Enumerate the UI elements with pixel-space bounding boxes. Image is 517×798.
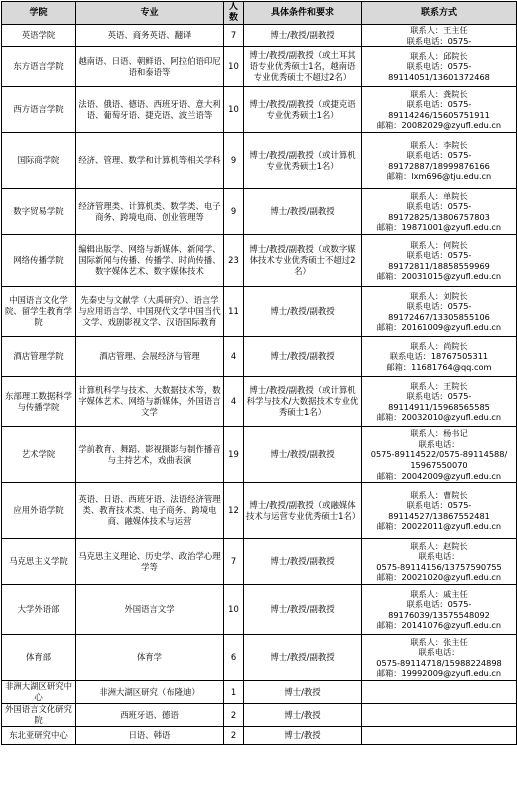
- contact-line: 联系电话：: [418, 647, 460, 658]
- contact-cell: [362, 635, 517, 681]
- table-row: [2, 287, 517, 337]
- table-row: [2, 483, 517, 539]
- header-contact: 联系方式: [362, 2, 517, 25]
- count-cell: 11: [224, 287, 244, 337]
- major-cell: 法语、俄语、德语、西班牙语、意大利语、葡萄牙语、捷克语、波兰语等: [76, 87, 224, 133]
- contact-cell: [362, 704, 517, 727]
- contact-line: 联系电话：: [418, 551, 460, 562]
- contact-line: 邮箱：20141076@zyufl.edu.cn: [376, 620, 502, 631]
- contact-line: 邮箱：20031015@zyufl.edu.cn: [376, 271, 502, 282]
- contact-cell: [362, 377, 517, 427]
- major-cell: 体育学: [76, 635, 224, 681]
- contact-line: 联系人：何院长: [410, 239, 468, 250]
- header-count: 人数: [224, 2, 244, 25]
- contact-line: 89172825/13806757803: [388, 211, 490, 222]
- contact-line: 联系人：杨书记: [410, 428, 468, 439]
- requirements-cell: 博士/教授/副教授: [244, 585, 362, 635]
- contact-line: 邮箱：lxm696@tju.edu.cn: [386, 171, 492, 182]
- contact-line: 联系人：曹院长: [410, 489, 468, 500]
- contact-line: 89114246/15605751911: [388, 109, 490, 120]
- count-cell: 12: [224, 483, 244, 539]
- count-cell: 23: [224, 235, 244, 287]
- contact-line: 邮箱：11681764@qq.com: [386, 361, 492, 372]
- college-cell: 外国语言文化研究院: [2, 704, 76, 727]
- count-cell: 1: [224, 681, 244, 704]
- major-cell: 越南语、日语、朝鲜语、阿拉伯语印尼语和泰语等: [76, 47, 224, 87]
- college-cell: 中国语言文化学院、留学生教育学院: [2, 287, 76, 337]
- contact-line: 89172811/18858559969: [388, 260, 490, 271]
- table-header-row: [2, 2, 517, 25]
- college-cell: 英语学院: [2, 25, 76, 47]
- requirements-cell: 博士/教授/副教授: [244, 287, 362, 337]
- requirements-cell: 博士/教授/副教授: [244, 189, 362, 235]
- major-cell: 编辑出版学、网络与新媒体、新闻学、国际新闻与传播、传播学、时尚传播、数字媒体艺术、数字媒体技术: [76, 235, 224, 287]
- college-cell: 非洲大湖区研究中心: [2, 681, 76, 704]
- contact-cell: [362, 483, 517, 539]
- table-row: [2, 585, 517, 635]
- table-row: [2, 235, 517, 287]
- contact-line: 联系电话：0575-: [406, 61, 472, 72]
- college-cell: 艺术学院: [2, 427, 76, 483]
- contact-line: 邮箱：19871001@zyufl.edu.cn: [376, 222, 502, 233]
- contact-line: 联系电话：0575-: [406, 35, 472, 46]
- contact-line: 联系电话：0575-: [406, 391, 472, 402]
- count-cell: 6: [224, 635, 244, 681]
- requirements-cell: 博士/教授/副教授（或计算机专业优秀硕士1名）: [244, 133, 362, 189]
- contact-cell: [362, 87, 517, 133]
- major-cell: 学前教育、舞蹈、影视摄影与制作播音与主持艺术，戏曲表演: [76, 427, 224, 483]
- contact-line: 联系人：尚院长: [410, 340, 468, 351]
- table-row: [2, 727, 517, 745]
- count-cell: 7: [224, 539, 244, 585]
- college-cell: 大学外语部: [2, 585, 76, 635]
- table-row: [2, 25, 517, 47]
- count-cell: 19: [224, 427, 244, 483]
- count-cell: 9: [224, 189, 244, 235]
- header-college: 学院: [2, 2, 76, 25]
- major-cell: 日语、韩语: [76, 727, 224, 745]
- contact-line: 联系电话：0575-: [406, 599, 472, 610]
- contact-line: 联系人：王院长: [410, 380, 468, 391]
- contact-line: 0575-89114522/0575-89114588/: [370, 449, 508, 460]
- requirements-cell: 博士/教授: [244, 704, 362, 727]
- table-row: [2, 427, 517, 483]
- table-row: [2, 87, 517, 133]
- contact-line: 联系电话：0575-: [406, 301, 472, 312]
- college-cell: 体育部: [2, 635, 76, 681]
- college-cell: 西方语言学院: [2, 87, 76, 133]
- header-major: 专业: [76, 2, 224, 25]
- table-row: [2, 337, 517, 377]
- contact-line: 联系人：李院长: [410, 139, 468, 150]
- contact-line: 89176039/13575548092: [388, 609, 490, 620]
- count-cell: 4: [224, 377, 244, 427]
- contact-line: 89114527/13867552481: [388, 510, 490, 521]
- contact-cell: [362, 47, 517, 87]
- contact-cell: [362, 235, 517, 287]
- college-cell: 国际商学院: [2, 133, 76, 189]
- count-cell: 7: [224, 25, 244, 47]
- contact-cell: [362, 727, 517, 745]
- major-cell: 计算机科学与技术、大数据技术等，数字媒体艺术、网络与新媒体，外国语言文学: [76, 377, 224, 427]
- contact-cell: [362, 337, 517, 377]
- requirements-cell: 博士/教授/副教授: [244, 25, 362, 47]
- requirements-cell: 博士/教授/副教授（或土耳其语专业优秀硕士1名，越南语专业优秀硕士不超过2名）: [244, 47, 362, 87]
- contact-cell: [362, 539, 517, 585]
- contact-cell: [362, 189, 517, 235]
- contact-line: 89172467/13305855106: [388, 311, 490, 322]
- count-cell: 9: [224, 133, 244, 189]
- major-cell: 先秦史与文献学（大禹研究）、语言学与应用语言学、中国现代文学中国当代文学、戏剧影视文学、汉语国际教育: [76, 287, 224, 337]
- contact-cell: [362, 25, 517, 47]
- header-requirements: 具体条件和要求: [244, 2, 362, 25]
- requirements-cell: 博士/教授/副教授: [244, 635, 362, 681]
- contact-line: 联系人：单院长: [410, 190, 468, 201]
- contact-line: 15967550070: [410, 459, 468, 470]
- college-cell: 酒店管理学院: [2, 337, 76, 377]
- table-row: [2, 189, 517, 235]
- contact-line: 0575-89114156/13757590755: [376, 561, 502, 572]
- contact-line: 联系电话：: [418, 438, 460, 449]
- college-cell: 东北亚研究中心: [2, 727, 76, 745]
- contact-cell: [362, 427, 517, 483]
- requirements-cell: 博士/教授/副教授: [244, 539, 362, 585]
- contact-line: 联系人：张主任: [410, 636, 468, 647]
- major-cell: 西班牙语、德语: [76, 704, 224, 727]
- requirements-cell: 博士/教授/副教授（或融媒体技术与运营专业优秀硕士1名）: [244, 483, 362, 539]
- count-cell: 2: [224, 704, 244, 727]
- college-cell: 数字贸易学院: [2, 189, 76, 235]
- major-cell: 经济管理类、计算机类、数学类、电子商务、跨境电商、创业管理等: [76, 189, 224, 235]
- contact-line: 邮箱：19992009@zyufl.edu.cn: [376, 668, 502, 679]
- college-cell: 网络传播学院: [2, 235, 76, 287]
- contact-line: 0575-89114718/15988224898: [376, 657, 502, 668]
- contact-line: 联系人：王主任: [410, 25, 468, 35]
- contact-cell: [362, 585, 517, 635]
- contact-line: 联系电话：18767505311: [389, 351, 489, 362]
- contact-line: 89114051/13601372468: [388, 71, 490, 82]
- table-row: [2, 635, 517, 681]
- table-row: [2, 133, 517, 189]
- contact-line: 邮箱：20042009@zyufl.edu.cn: [376, 470, 502, 481]
- table-row: [2, 377, 517, 427]
- requirements-cell: 博士/教授/副教授（或数字媒体技术专业优秀硕士不超过2名）: [244, 235, 362, 287]
- major-cell: 外国语言文学: [76, 585, 224, 635]
- contact-line: 邮箱：20021020@zyufl.edu.cn: [376, 572, 502, 583]
- college-cell: 东部理工数据科学与传播学院: [2, 377, 76, 427]
- contact-line: 邮箱：20082029@zyufl.edu.cn: [376, 120, 502, 131]
- contact-line: 联系人：邱院长: [410, 50, 468, 61]
- contact-cell: [362, 287, 517, 337]
- requirements-cell: 博士/教授/副教授: [244, 427, 362, 483]
- requirements-cell: 博士/教授/副教授（或计算机科学与技术/大数据技术专业优秀硕士1名）: [244, 377, 362, 427]
- count-cell: 4: [224, 337, 244, 377]
- contact-line: 邮箱：20161009@zyufl.edu.cn: [376, 322, 502, 333]
- requirements-cell: 博士/教授: [244, 727, 362, 745]
- contact-line: 联系人：赵院长: [410, 540, 468, 551]
- contact-line: 联系人：刘院长: [410, 290, 468, 301]
- table-row: [2, 681, 517, 704]
- contact-line: 89172887/18999876166: [388, 160, 490, 171]
- contact-line: 联系电话：0575-: [406, 201, 472, 212]
- contact-line: 联系电话：0575-: [406, 150, 472, 161]
- major-cell: 非洲大湖区研究（布隆迪）: [76, 681, 224, 704]
- contact-line: 邮箱：20032010@zyufl.edu.cn: [376, 412, 502, 423]
- contact-line: 联系电话：0575-: [406, 99, 472, 110]
- table-row: [2, 539, 517, 585]
- contact-cell: [362, 681, 517, 704]
- count-cell: 10: [224, 47, 244, 87]
- college-cell: 应用外语学院: [2, 483, 76, 539]
- table-row: [2, 47, 517, 87]
- major-cell: 英语、商务英语、翻译: [76, 25, 224, 47]
- recruitment-table: [1, 1, 517, 745]
- major-cell: 英语、日语、西班牙语、法语经济管理类、教育技术类、电子商务、跨境电商、融媒体技术与运营: [76, 483, 224, 539]
- major-cell: 酒店管理、会展经济与管理: [76, 337, 224, 377]
- count-cell: 10: [224, 87, 244, 133]
- contact-line: 联系人：龚院长: [410, 88, 468, 99]
- major-cell: 经济、管理、数学和计算机等相关学科: [76, 133, 224, 189]
- contact-line: 联系电话：0575-: [406, 250, 472, 261]
- table-row: [2, 704, 517, 727]
- contact-line: 邮箱：20022011@zyufl.edu.cn: [376, 521, 502, 532]
- contact-line: 联系人：戚主任: [410, 588, 468, 599]
- contact-line: 89114911/15968565585: [388, 401, 490, 412]
- requirements-cell: 博士/教授/副教授: [244, 337, 362, 377]
- contact-cell: [362, 133, 517, 189]
- contact-line: 联系电话：0575-: [406, 500, 472, 511]
- requirements-cell: 博士/教授/副教授（或捷克语专业优秀硕士1名）: [244, 87, 362, 133]
- major-cell: 马克思主义理论、历史学、政治学心理学等: [76, 539, 224, 585]
- count-cell: 10: [224, 585, 244, 635]
- count-cell: 2: [224, 727, 244, 745]
- requirements-cell: 博士/教授: [244, 681, 362, 704]
- college-cell: 马克思主义学院: [2, 539, 76, 585]
- college-cell: 东方语言学院: [2, 47, 76, 87]
